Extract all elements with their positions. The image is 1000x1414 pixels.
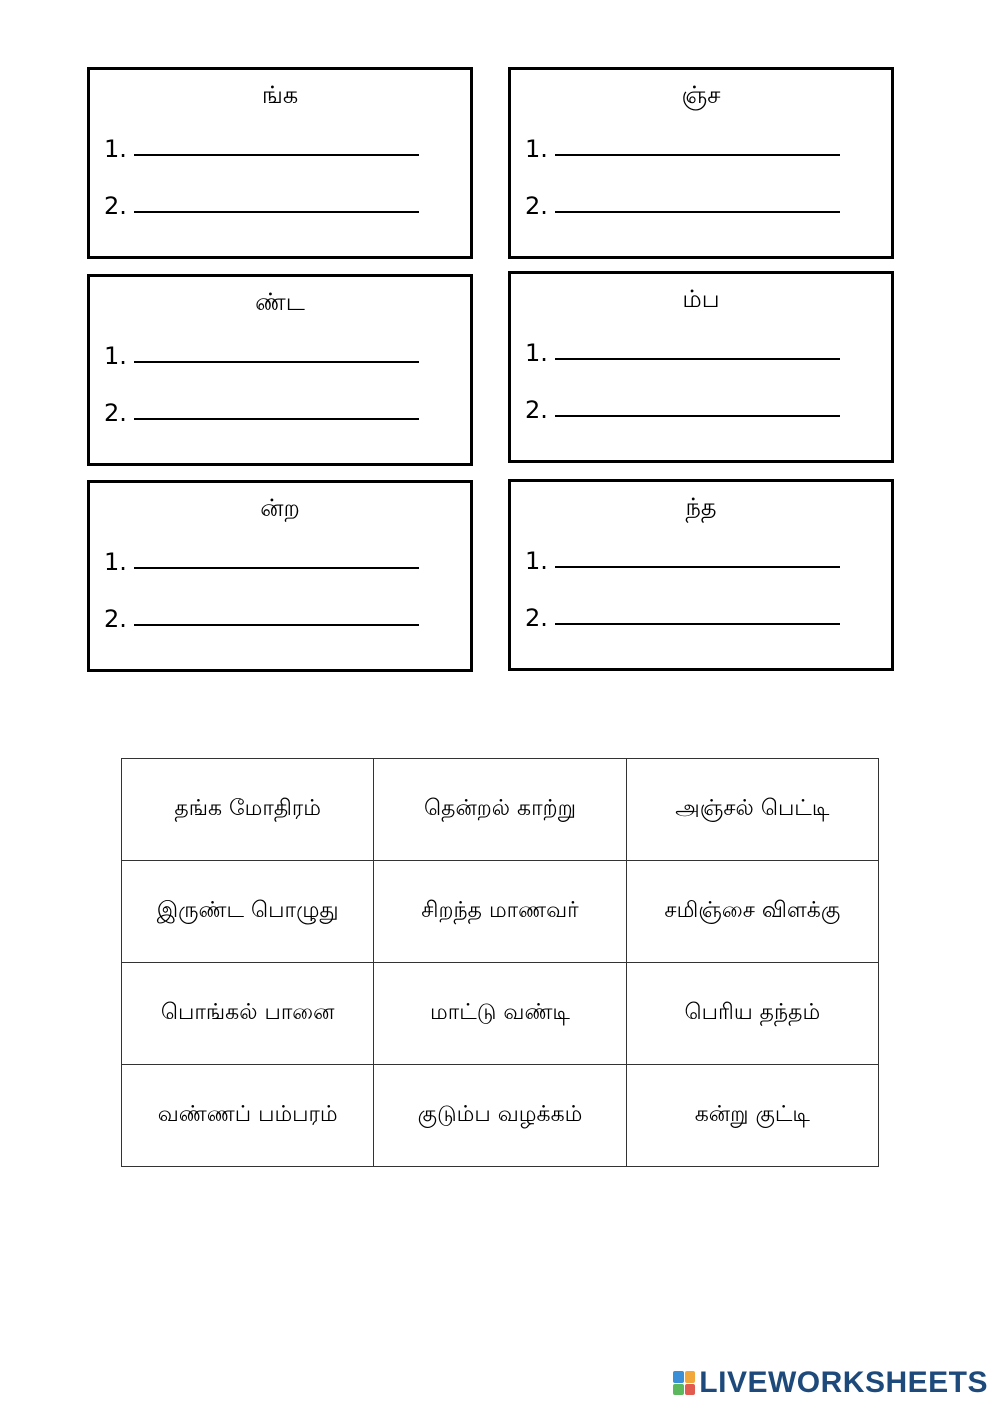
answer-input[interactable] bbox=[134, 394, 419, 420]
answer-number: 1. bbox=[525, 135, 548, 163]
answer-number: 2. bbox=[104, 605, 127, 633]
answer-number: 2. bbox=[525, 604, 548, 632]
answer-input[interactable] bbox=[555, 130, 840, 156]
exercise-box-1 bbox=[87, 67, 473, 259]
answer-number: 1. bbox=[525, 339, 548, 367]
exercise-box-3 bbox=[87, 274, 473, 466]
box-title: ண்ட bbox=[255, 288, 305, 316]
table-cell[interactable]: வண்ணப் பம்பரம் bbox=[122, 1065, 374, 1167]
logo-text: LIVEWORKSHEETS bbox=[699, 1366, 988, 1399]
table-cell[interactable]: கன்று குட்டி bbox=[626, 1065, 878, 1167]
liveworksheets-logo bbox=[673, 1366, 988, 1400]
logo-square-1 bbox=[673, 1371, 684, 1383]
table-row bbox=[122, 1065, 879, 1167]
box-title: ங்க bbox=[261, 81, 299, 109]
logo-square-4 bbox=[685, 1384, 696, 1396]
table-cell[interactable]: சமிஞ்சை விளக்கு bbox=[626, 861, 878, 963]
table-row bbox=[122, 861, 879, 963]
exercise-box-6 bbox=[508, 479, 894, 671]
table-cell[interactable]: இருண்ட பொழுது bbox=[122, 861, 374, 963]
answer-number: 1. bbox=[104, 342, 127, 370]
answer-number: 2. bbox=[104, 399, 127, 427]
answer-input[interactable] bbox=[134, 187, 419, 213]
table-cell[interactable]: தங்க மோதிரம் bbox=[122, 759, 374, 861]
answer-input[interactable] bbox=[134, 600, 419, 626]
box-title: ம்ப bbox=[682, 285, 720, 313]
answer-input[interactable] bbox=[555, 542, 840, 568]
logo-square-3 bbox=[673, 1384, 684, 1396]
answer-input[interactable] bbox=[134, 130, 419, 156]
answer-row-2 bbox=[104, 600, 419, 634]
exercise-box-2 bbox=[508, 67, 894, 259]
box-title: ஞ்ச bbox=[681, 81, 721, 109]
table-row bbox=[122, 963, 879, 1065]
answer-row-1 bbox=[525, 334, 840, 368]
word-table bbox=[121, 758, 879, 1167]
answer-input[interactable] bbox=[555, 391, 840, 417]
answer-row-2 bbox=[525, 391, 840, 425]
answer-number: 1. bbox=[104, 548, 127, 576]
answer-input[interactable] bbox=[555, 334, 840, 360]
table-row bbox=[122, 759, 879, 861]
answer-number: 1. bbox=[104, 135, 127, 163]
answer-input[interactable] bbox=[134, 543, 419, 569]
answer-row-2 bbox=[104, 187, 419, 221]
answer-input[interactable] bbox=[134, 337, 419, 363]
logo-square-2 bbox=[685, 1371, 696, 1383]
answer-input[interactable] bbox=[555, 187, 840, 213]
table-cell[interactable]: பொங்கல் பானை bbox=[122, 963, 374, 1065]
table-cell[interactable]: சிறந்த மாணவர் bbox=[374, 861, 626, 963]
answer-number: 2. bbox=[525, 396, 548, 424]
answer-input[interactable] bbox=[555, 599, 840, 625]
answer-row-2 bbox=[525, 599, 840, 633]
table-cell[interactable]: குடும்ப வழக்கம் bbox=[374, 1065, 626, 1167]
answer-row-1 bbox=[525, 130, 840, 164]
table-cell[interactable]: மாட்டு வண்டி bbox=[374, 963, 626, 1065]
table-cell[interactable]: அஞ்சல் பெட்டி bbox=[626, 759, 878, 861]
exercise-box-5 bbox=[87, 480, 473, 672]
answer-row-1 bbox=[525, 542, 840, 576]
logo-mark-icon bbox=[673, 1371, 695, 1395]
answer-number: 2. bbox=[104, 192, 127, 220]
answer-row-1 bbox=[104, 337, 419, 371]
box-title: ன்ற bbox=[260, 494, 300, 522]
answer-row-1 bbox=[104, 130, 419, 164]
answer-number: 2. bbox=[525, 192, 548, 220]
answer-row-2 bbox=[525, 187, 840, 221]
answer-row-1 bbox=[104, 543, 419, 577]
exercise-box-4 bbox=[508, 271, 894, 463]
box-title: ந்த bbox=[685, 493, 717, 521]
answer-row-2 bbox=[104, 394, 419, 428]
table-cell[interactable]: பெரிய தந்தம் bbox=[626, 963, 878, 1065]
answer-number: 1. bbox=[525, 547, 548, 575]
table-cell[interactable]: தென்றல் காற்று bbox=[374, 759, 626, 861]
